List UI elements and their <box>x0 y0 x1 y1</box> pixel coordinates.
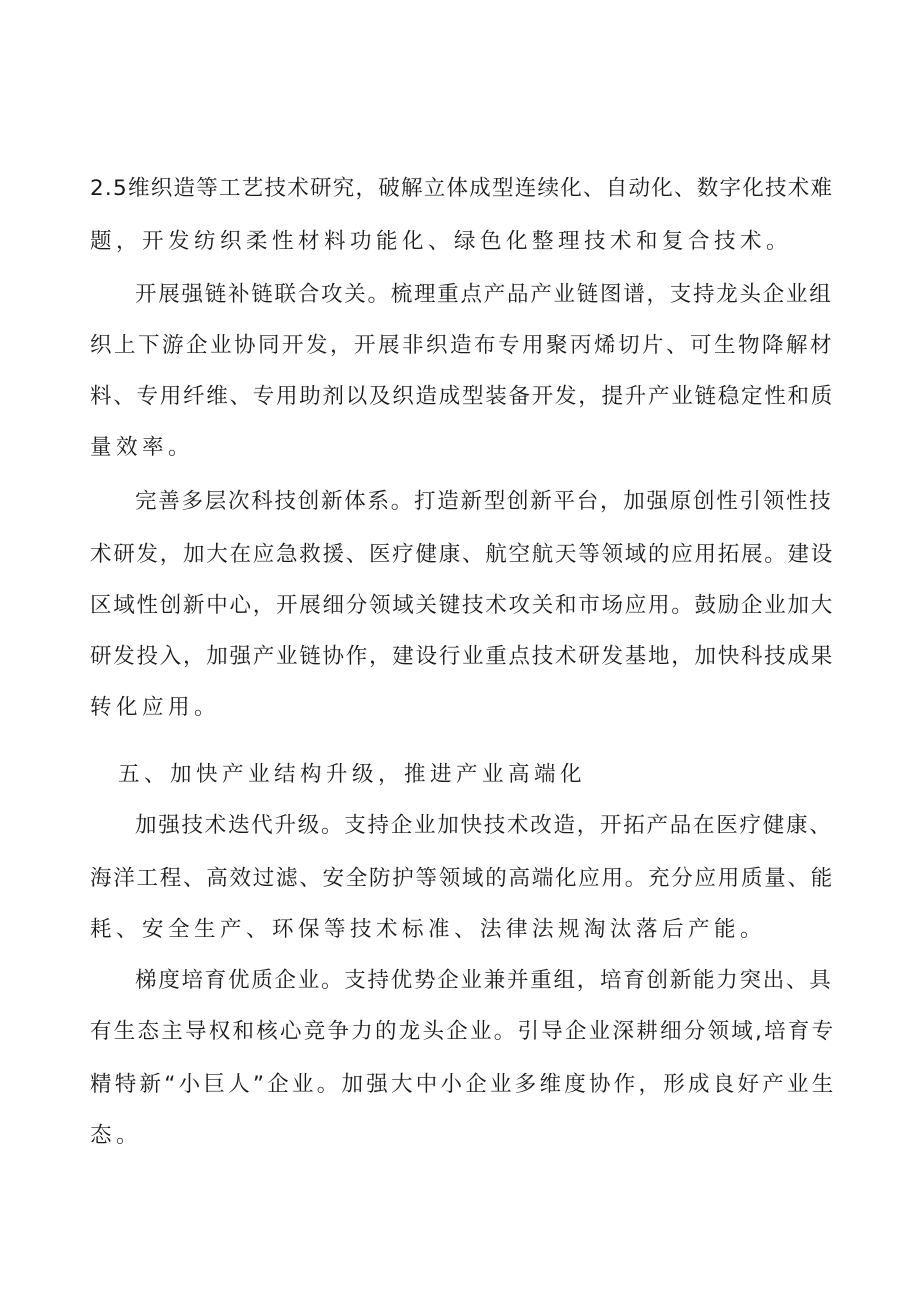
paragraph-line: 料、专用纤维、专用助剂以及织造成型装备开发，提升产业链稳定性和质 <box>90 384 835 409</box>
paragraph-line: 精特新“小巨人”企业。加强大中小企业多维度协作，形成良好产业生 <box>90 1072 837 1097</box>
paragraph-line: 海洋工程、高效过滤、安全防护等领域的高端化应用。充分应用质量、能 <box>90 866 835 891</box>
paragraph-line: 题，开发纺织柔性材料功能化、绿色化整理技术和复合技术。 <box>90 229 793 254</box>
paragraph-line: 转化应用。 <box>90 695 221 720</box>
paragraph-line: 区域性创新中心，开展细分领域关键技术攻关和市场应用。鼓励企业加大 <box>90 593 835 618</box>
paragraph-line: 织上下游企业协同开发，开展非织造布专用聚丙烯切片、可生物降解材 <box>90 333 835 358</box>
paragraph-line: 态。 <box>90 1123 143 1148</box>
paragraph-line: 耗、安全生产、环保等技术标准、法律法规淘汰落后产能。 <box>90 917 767 942</box>
paragraph-line: 2.5维织造等工艺技术研究，破解立体成型连续化、自动化、数字化技术难 <box>90 176 834 201</box>
paragraph-first-line: 梯度培育优质企业。支持优势企业兼并重组，培育创新能力突出、具 <box>135 968 833 993</box>
paragraph-line: 术研发，加大在应急救援、医疗健康、航空航天等领域的应用拓展。建设 <box>90 542 835 567</box>
paragraph-first-line: 开展强链补链联合攻关。梳理重点产品产业链图谱，支持龙头企业组 <box>135 282 833 307</box>
paragraph-line: 研发投入，加强产业链协作，建设行业重点技术研发基地，加快科技成果 <box>90 644 835 669</box>
paragraph-first-line: 完善多层次科技创新体系。打造新型创新平台，加强原创性引领性技 <box>135 489 833 514</box>
section-heading: 五、加快产业结构升级，推进产业高端化 <box>118 762 587 787</box>
paragraph-line: 有生态主导权和核心竞争力的龙头企业。引导企业深耕细分领域,培育专 <box>90 1019 836 1044</box>
paragraph-first-line: 加强技术迭代升级。支持企业加快技术改造，开拓产品在医疗健康、 <box>135 813 833 838</box>
paragraph-line: 量效率。 <box>90 435 195 460</box>
